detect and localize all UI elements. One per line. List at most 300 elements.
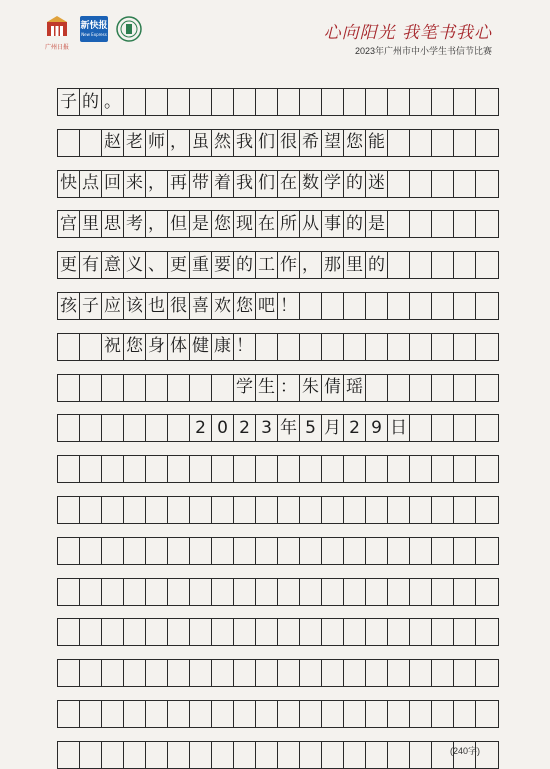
grid-cell: [454, 375, 476, 401]
grid-cell: [212, 579, 234, 605]
grid-cell: [366, 660, 388, 686]
grid-cell: 希: [300, 130, 322, 156]
grid-cell: [476, 252, 498, 278]
slogan: 心向阳光 我笔书我心: [323, 23, 492, 43]
grid-cell: [454, 456, 476, 482]
grid-cell: [410, 415, 432, 441]
grid-cell: [410, 334, 432, 360]
grid-cell: [322, 456, 344, 482]
grid-cell: 倩: [322, 375, 344, 401]
grid-cell: [388, 456, 410, 482]
grid-cell: [146, 701, 168, 727]
grid-cell: [146, 375, 168, 401]
grid-cell: [190, 497, 212, 523]
grid-cell: 快: [58, 171, 80, 197]
grid-cell: 学: [234, 375, 256, 401]
grid-cell: 子: [58, 89, 80, 115]
grid-cell: [80, 456, 102, 482]
grid-cell: [234, 660, 256, 686]
grid-cell: [212, 619, 234, 645]
grid-cell: 能: [366, 130, 388, 156]
grid-cell: [124, 456, 146, 482]
grid-row: [57, 129, 499, 157]
grid-cell: [344, 660, 366, 686]
grid-cell: 作: [278, 252, 300, 278]
grid-cell: [300, 538, 322, 564]
grid-cell: [146, 497, 168, 523]
grid-cell: [278, 334, 300, 360]
grid-cell: ，: [300, 252, 322, 278]
grid-cell: [80, 538, 102, 564]
grid-cell: 该: [124, 293, 146, 319]
grid-cell: 很: [278, 130, 300, 156]
grid-cell: [388, 293, 410, 319]
grid-cell: [410, 293, 432, 319]
grid-cell: [454, 89, 476, 115]
grid-cell: [476, 456, 498, 482]
grid-cell: [102, 415, 124, 441]
xinkuaibao-text: 新快报: [80, 20, 108, 31]
grid-cell: [80, 415, 102, 441]
grid-cell: 很: [168, 293, 190, 319]
grid-cell: 3: [256, 415, 278, 441]
grid-cell: [366, 701, 388, 727]
grid-cell: [256, 579, 278, 605]
grid-cell: [476, 375, 498, 401]
grid-cell: 点: [80, 171, 102, 197]
grid-cell: [190, 619, 212, 645]
grid-cell: [476, 497, 498, 523]
grid-cell: [58, 130, 80, 156]
grid-cell: [300, 701, 322, 727]
grid-cell: [124, 660, 146, 686]
grid-cell: [322, 293, 344, 319]
grid-cell: [410, 171, 432, 197]
grid-cell: [454, 538, 476, 564]
char-count: (240字): [449, 746, 480, 756]
grid-cell: 祝: [102, 334, 124, 360]
grid-row: [57, 455, 499, 483]
grid-cell: [80, 130, 102, 156]
grid-row: [57, 292, 499, 320]
grid-cell: [344, 579, 366, 605]
grid-cell: [432, 130, 454, 156]
grid-cell: 欢: [212, 293, 234, 319]
grid-cell: 2: [190, 415, 212, 441]
grid-cell: [124, 415, 146, 441]
grid-cell: [212, 456, 234, 482]
grid-cell: [454, 619, 476, 645]
grid-cell: [410, 538, 432, 564]
grid-cell: [476, 579, 498, 605]
grid-cell: [124, 89, 146, 115]
grid-cell: [300, 456, 322, 482]
grid-cell: [124, 579, 146, 605]
grid-cell: 现: [234, 211, 256, 237]
grid-cell: [366, 293, 388, 319]
grid-cell: 您: [212, 211, 234, 237]
grid-cell: 迷: [366, 171, 388, 197]
grid-cell: [80, 375, 102, 401]
grid-cell: 重: [190, 252, 212, 278]
grid-cell: [476, 171, 498, 197]
grid-cell: [432, 89, 454, 115]
grid-cell: [410, 456, 432, 482]
grid-cell: 月: [322, 415, 344, 441]
grid-cell: [300, 334, 322, 360]
grid-cell: [256, 619, 278, 645]
grid-cell: [432, 456, 454, 482]
grid-cell: [168, 538, 190, 564]
grid-cell: [80, 497, 102, 523]
grid-cell: [344, 456, 366, 482]
grid-cell: 孩: [58, 293, 80, 319]
grid-row: [57, 210, 499, 238]
grid-cell: [454, 130, 476, 156]
grid-cell: 老: [124, 130, 146, 156]
grid-cell: [322, 334, 344, 360]
grid-cell: [168, 579, 190, 605]
grid-cell: [168, 701, 190, 727]
grid-cell: 们: [256, 171, 278, 197]
grid-cell: [278, 579, 300, 605]
grid-row: [57, 374, 499, 402]
grid-cell: [388, 130, 410, 156]
grid-cell: 再: [168, 171, 190, 197]
grid-cell: [190, 701, 212, 727]
grid-cell: [102, 456, 124, 482]
grid-cell: [366, 497, 388, 523]
grid-cell: 更: [168, 252, 190, 278]
grid-cell: [256, 538, 278, 564]
grid-cell: [388, 252, 410, 278]
grid-cell: [58, 579, 80, 605]
grid-cell: 然: [212, 130, 234, 156]
grid-cell: [432, 619, 454, 645]
grid-cell: 2: [234, 415, 256, 441]
grid-cell: [432, 334, 454, 360]
grid-cell: [168, 660, 190, 686]
grid-cell: [388, 334, 410, 360]
grid-cell: [454, 334, 476, 360]
grid-cell: [366, 579, 388, 605]
guangzhou-daily-caption: 广州日报: [44, 44, 69, 51]
grid-cell: [190, 660, 212, 686]
grid-cell: [344, 701, 366, 727]
grid-cell: [146, 538, 168, 564]
grid-cell: 2: [344, 415, 366, 441]
grid-cell: [146, 456, 168, 482]
grid-cell: 赵: [102, 130, 124, 156]
grid-cell: [190, 579, 212, 605]
grid-cell: [300, 293, 322, 319]
grid-cell: 望: [322, 130, 344, 156]
grid-cell: 在: [256, 211, 278, 237]
grid-cell: [212, 375, 234, 401]
grid-cell: [256, 701, 278, 727]
grid-cell: ！: [234, 334, 256, 360]
grid-cell: [190, 538, 212, 564]
grid-cell: 9: [366, 415, 388, 441]
grid-cell: [388, 619, 410, 645]
grid-row: [57, 170, 499, 198]
grid-cell: 回: [102, 171, 124, 197]
grid-cell: 的: [234, 252, 256, 278]
grid-cell: [80, 579, 102, 605]
grid-cell: [102, 497, 124, 523]
grid-cell: [300, 89, 322, 115]
grid-cell: [388, 89, 410, 115]
grid-cell: [322, 701, 344, 727]
grid-cell: ，: [146, 211, 168, 237]
seal-logo: [116, 16, 142, 42]
grid-cell: [124, 375, 146, 401]
grid-cell: [454, 171, 476, 197]
grid-cell: [432, 171, 454, 197]
grid-cell: [410, 211, 432, 237]
grid-cell: 朱: [300, 375, 322, 401]
grid-cell: [80, 701, 102, 727]
grid-cell: [300, 579, 322, 605]
grid-cell: 是: [366, 211, 388, 237]
grid-cell: [278, 89, 300, 115]
grid-cell: [58, 456, 80, 482]
grid-cell: [278, 660, 300, 686]
grid-cell: 的: [366, 252, 388, 278]
grid-cell: [432, 660, 454, 686]
grid-row: [57, 88, 499, 116]
grid-cell: ，: [168, 130, 190, 156]
grid-cell: [454, 579, 476, 605]
grid-cell: [476, 293, 498, 319]
guangzhou-daily-icon: [44, 16, 70, 40]
grid-row: [57, 700, 499, 728]
grid-cell: [454, 701, 476, 727]
grid-cell: 那: [322, 252, 344, 278]
grid-cell: 体: [168, 334, 190, 360]
grid-cell: [410, 130, 432, 156]
grid-cell: 工: [256, 252, 278, 278]
grid-cell: [344, 334, 366, 360]
grid-cell: [366, 334, 388, 360]
grid-cell: [432, 538, 454, 564]
grid-cell: [58, 415, 80, 441]
grid-cell: 的: [344, 211, 366, 237]
grid-cell: [102, 375, 124, 401]
grid-cell: [454, 497, 476, 523]
grid-cell: [344, 538, 366, 564]
xinkuaibao-logo: [80, 16, 108, 42]
grid-cell: [432, 252, 454, 278]
grid-cell: 虽: [190, 130, 212, 156]
grid-cell: [322, 619, 344, 645]
grid-cell: [102, 538, 124, 564]
grid-cell: 子: [80, 293, 102, 319]
grid-cell: [344, 619, 366, 645]
grid-cell: [322, 497, 344, 523]
grid-cell: [102, 619, 124, 645]
grid-cell: 我: [234, 130, 256, 156]
grid-cell: 数: [300, 171, 322, 197]
grid-cell: 康: [212, 334, 234, 360]
grid-cell: [476, 538, 498, 564]
grid-row: [57, 496, 499, 524]
grid-cell: [366, 375, 388, 401]
grid-cell: 日: [388, 415, 410, 441]
grid-cell: [168, 89, 190, 115]
xinkuaibao-subtext: New Express: [81, 31, 107, 37]
grid-cell: [124, 497, 146, 523]
grid-cell: [256, 89, 278, 115]
grid-cell: [322, 89, 344, 115]
grid-cell: [146, 660, 168, 686]
grid-cell: [322, 660, 344, 686]
grid-cell: 5: [300, 415, 322, 441]
grid-cell: [58, 619, 80, 645]
grid-cell: 吧: [256, 293, 278, 319]
grid-cell: [212, 497, 234, 523]
grid-row: [57, 414, 499, 442]
grid-cell: [212, 701, 234, 727]
grid-cell: 学: [322, 171, 344, 197]
grid-cell: [58, 497, 80, 523]
grid-cell: 、: [146, 252, 168, 278]
grid-cell: [454, 660, 476, 686]
grid-cell: [256, 497, 278, 523]
letter-header: [0, 0, 550, 70]
grid-cell: [476, 211, 498, 237]
grid-cell: [432, 579, 454, 605]
grid-cell: 所: [278, 211, 300, 237]
grid-cell: [102, 579, 124, 605]
grid-cell: [300, 660, 322, 686]
grid-cell: [234, 538, 256, 564]
grid-cell: 健: [190, 334, 212, 360]
grid-cell: [388, 497, 410, 523]
grid-cell: 有: [80, 252, 102, 278]
grid-cell: 是: [190, 211, 212, 237]
grid-cell: 生: [256, 375, 278, 401]
grid-cell: [366, 619, 388, 645]
grid-cell: [212, 660, 234, 686]
grid-cell: [476, 701, 498, 727]
grid-cell: [58, 375, 80, 401]
grid-cell: [432, 497, 454, 523]
seal-icon: [116, 16, 142, 42]
grid-cell: [234, 497, 256, 523]
grid-cell: 应: [102, 293, 124, 319]
grid-cell: [432, 701, 454, 727]
grid-cell: [146, 579, 168, 605]
grid-cell: [454, 211, 476, 237]
grid-cell: [234, 619, 256, 645]
grid-cell: [454, 252, 476, 278]
grid-cell: [366, 456, 388, 482]
grid-cell: [102, 701, 124, 727]
grid-cell: [410, 252, 432, 278]
grid-row: [57, 333, 499, 361]
grid-cell: 意: [102, 252, 124, 278]
grid-cell: 里: [344, 252, 366, 278]
grid-row: [57, 578, 499, 606]
grid-cell: 年: [278, 415, 300, 441]
grid-cell: [344, 293, 366, 319]
grid-cell: [256, 334, 278, 360]
grid-cell: 也: [146, 293, 168, 319]
grid-cell: [168, 415, 190, 441]
grid-cell: [80, 334, 102, 360]
grid-cell: [476, 660, 498, 686]
grid-cell: 您: [124, 334, 146, 360]
guangzhou-daily-logo: [44, 16, 70, 51]
grid-cell: [410, 701, 432, 727]
grid-cell: [58, 701, 80, 727]
grid-cell: [410, 497, 432, 523]
grid-cell: 您: [344, 130, 366, 156]
grid-cell: [388, 538, 410, 564]
contest-title: 2023年广州市中小学生书信节比赛: [354, 46, 492, 56]
grid-cell: [190, 456, 212, 482]
grid-cell: [190, 89, 212, 115]
grid-cell: [234, 701, 256, 727]
grid-cell: [146, 415, 168, 441]
grid-cell: [212, 89, 234, 115]
grid-cell: [234, 89, 256, 115]
grid-cell: [278, 701, 300, 727]
grid-cell: 。: [102, 89, 124, 115]
grid-cell: [432, 293, 454, 319]
grid-cell: 的: [80, 89, 102, 115]
grid-cell: [278, 456, 300, 482]
grid-cell: ！: [278, 293, 300, 319]
grid-cell: [102, 660, 124, 686]
grid-cell: [234, 579, 256, 605]
grid-cell: 宫: [58, 211, 80, 237]
grid-cell: 们: [256, 130, 278, 156]
grid-cell: 在: [278, 171, 300, 197]
grid-cell: [58, 660, 80, 686]
grid-cell: 更: [58, 252, 80, 278]
grid-cell: [146, 89, 168, 115]
grid-cell: [432, 375, 454, 401]
grid-cell: 带: [190, 171, 212, 197]
grid-cell: [300, 619, 322, 645]
grid-cell: [80, 660, 102, 686]
grid-cell: 考: [124, 211, 146, 237]
grid-cell: [322, 538, 344, 564]
grid-cell: [388, 660, 410, 686]
grid-cell: [80, 619, 102, 645]
grid-cell: 瑶: [344, 375, 366, 401]
grid-row: [57, 537, 499, 565]
grid-cell: [366, 538, 388, 564]
grid-cell: [278, 619, 300, 645]
grid-cell: [410, 579, 432, 605]
grid-cell: [454, 293, 476, 319]
grid-cell: [476, 89, 498, 115]
grid-cell: [300, 497, 322, 523]
grid-cell: [234, 456, 256, 482]
grid-cell: [278, 538, 300, 564]
grid-cell: [388, 375, 410, 401]
grid-cell: [388, 211, 410, 237]
grid-cell: [146, 619, 168, 645]
grid-cell: [190, 375, 212, 401]
grid-cell: [168, 619, 190, 645]
grid-cell: 我: [234, 171, 256, 197]
grid-cell: 喜: [190, 293, 212, 319]
grid-cell: 思: [102, 211, 124, 237]
